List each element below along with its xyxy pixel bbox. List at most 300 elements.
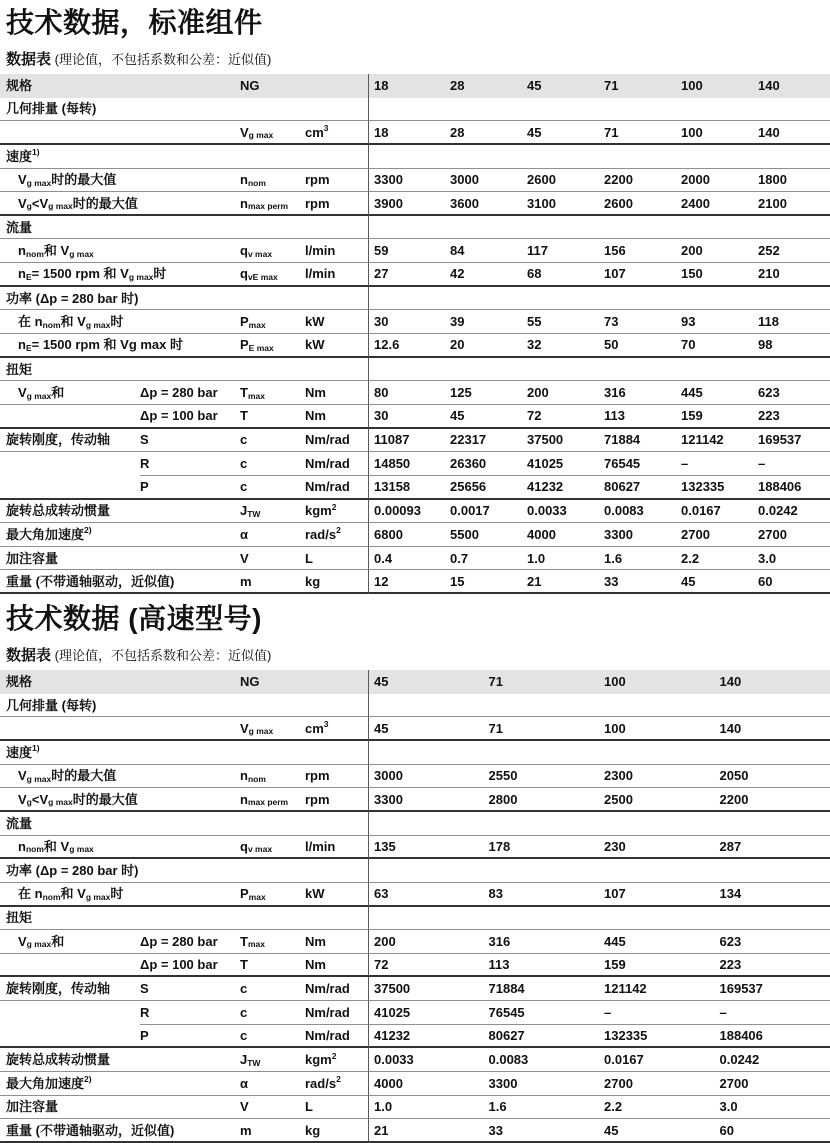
row-symbol: c (240, 429, 305, 453)
row-sublabel (140, 717, 240, 741)
row-label: V $_g$ <V $_{g max}$ 时的最大值 (0, 788, 140, 812)
value-cell: 42 (445, 263, 522, 287)
value-cell (599, 358, 676, 382)
row-symbol: c (240, 1025, 305, 1049)
row-unit: Nm (305, 405, 368, 429)
spec-header: 规格 (6, 78, 33, 94)
row-unit (305, 358, 368, 382)
value-cell: 223 (715, 954, 830, 978)
row-sublabel (140, 121, 240, 145)
row-sublabel (140, 547, 240, 571)
table-row (0, 523, 830, 547)
tech-data-table-high-speed (0, 670, 830, 1143)
value-cell (599, 98, 676, 122)
value-cell: 70 (676, 334, 753, 358)
value-cell (599, 145, 676, 169)
size-header: 45 (527, 78, 542, 94)
value-cell: 12.6 (368, 334, 445, 358)
row-label: 重量 (不带通轴驱动，近似值) (0, 570, 140, 594)
row-label: n $_E$ = 1500 rpm 和 V $_{g max}$ 时 (0, 263, 140, 287)
value-cell: 2600 (599, 192, 676, 216)
value-cell: 15 (445, 570, 522, 594)
value-cell (676, 216, 753, 240)
table-header-row (0, 74, 830, 98)
row-label: 扭矩 (0, 907, 140, 931)
row-sublabel (140, 1096, 240, 1120)
table-row (0, 954, 830, 978)
table-row (0, 765, 830, 789)
row-label: V $_{g max}$ 和 (0, 930, 140, 954)
row-symbol (240, 145, 305, 169)
value-cell: 287 (715, 836, 830, 860)
row-unit (305, 812, 368, 836)
value-cell: 1.6 (599, 547, 676, 571)
row-symbol: q $_{v max}$ (240, 239, 305, 263)
value-cell: 12 (368, 570, 445, 594)
row-unit (305, 216, 368, 240)
table-row (0, 1001, 830, 1025)
row-unit: l/min (305, 263, 368, 287)
table-row (0, 1072, 830, 1096)
value-cell: 3900 (368, 192, 445, 216)
value-cell (368, 812, 484, 836)
value-cell: 2700 (599, 1072, 715, 1096)
table-row (0, 547, 830, 571)
value-cell: 252 (753, 239, 830, 263)
value-cell: 21 (522, 570, 599, 594)
spacer-cell (305, 670, 368, 694)
row-sublabel (140, 500, 240, 524)
row-sublabel: P (140, 476, 240, 500)
row-unit: kg (305, 1119, 368, 1143)
row-label: V $_g$ <V $_{g max}$ 时的最大值 (0, 192, 140, 216)
row-symbol (240, 358, 305, 382)
value-cell: 30 (368, 405, 445, 429)
value-cell: 140 (753, 121, 830, 145)
row-label: 流量 (0, 812, 140, 836)
row-label: 旋转刚度，传动轴 (0, 429, 140, 453)
value-cell: – (715, 1001, 830, 1025)
value-cell: 27 (368, 263, 445, 287)
table-row (0, 1025, 830, 1049)
row-unit: cm $^3$ (305, 121, 368, 145)
value-cell: 0.0033 (368, 1048, 484, 1072)
value-cell: 2700 (676, 523, 753, 547)
tech-data-table-standard (0, 74, 830, 594)
spacer-cell (140, 74, 240, 98)
value-cell: 2550 (484, 765, 600, 789)
value-cell: 73 (599, 310, 676, 334)
row-unit: kg (305, 570, 368, 594)
value-cell: 0.0083 (484, 1048, 600, 1072)
row-sublabel: S (140, 429, 240, 453)
value-cell: 135 (368, 836, 484, 860)
table-row (0, 452, 830, 476)
value-cell: 156 (599, 239, 676, 263)
table-row (0, 859, 830, 883)
value-cell (368, 145, 445, 169)
row-symbol: V $_{g max}$ (240, 717, 305, 741)
table-row (0, 169, 830, 193)
row-unit: kW (305, 883, 368, 907)
value-cell: 134 (715, 883, 830, 907)
value-cell: 100 (599, 717, 715, 741)
table-row (0, 98, 830, 122)
row-unit (305, 287, 368, 311)
value-cell: 200 (368, 930, 484, 954)
row-sublabel (140, 239, 240, 263)
value-cell: 2.2 (676, 547, 753, 571)
row-label (0, 476, 140, 500)
row-sublabel (140, 145, 240, 169)
value-cell: 2200 (715, 788, 830, 812)
row-symbol: q $_{v max}$ (240, 836, 305, 860)
value-cell: 169537 (753, 429, 830, 453)
value-cell (445, 216, 522, 240)
value-cell (368, 741, 484, 765)
table-row (0, 836, 830, 860)
row-label: 在 n $_{nom}$ 和 V $_{g max}$ 时 (0, 883, 140, 907)
value-cell: 84 (445, 239, 522, 263)
row-unit (305, 859, 368, 883)
row-symbol: n $_{nom}$ (240, 765, 305, 789)
row-unit: rad/s $^2$ (305, 523, 368, 547)
value-cell: 1800 (753, 169, 830, 193)
row-symbol: c (240, 452, 305, 476)
value-cell (522, 358, 599, 382)
row-label: 旋转总成转动惯量 (0, 1048, 140, 1072)
value-cell (368, 216, 445, 240)
value-cell: 3.0 (715, 1096, 830, 1120)
table-row (0, 717, 830, 741)
row-label: V $_{g max}$ 时的最大值 (0, 169, 140, 193)
row-label: n $_{nom}$ 和 V $_{g max}$ (0, 836, 140, 860)
spec-header: 规格 (6, 674, 33, 690)
row-symbol (240, 741, 305, 765)
value-cell: 113 (484, 954, 600, 978)
value-cell (753, 145, 830, 169)
row-label: 功率 (Δp = 280 bar 时) (0, 859, 140, 883)
row-sublabel (140, 192, 240, 216)
table-row (0, 1096, 830, 1120)
row-unit (305, 741, 368, 765)
table-row (0, 216, 830, 240)
row-sublabel (140, 287, 240, 311)
row-symbol: c (240, 476, 305, 500)
value-cell (368, 694, 484, 718)
row-unit (305, 907, 368, 931)
row-sublabel (140, 216, 240, 240)
value-cell: 445 (676, 381, 753, 405)
row-unit: kW (305, 310, 368, 334)
row-label: 最大角加速度 $^{2)}$ (0, 1072, 140, 1096)
table-row (0, 405, 830, 429)
value-cell: 0.00093 (368, 500, 445, 524)
value-cell: 60 (753, 570, 830, 594)
table-row (0, 907, 830, 931)
row-unit: Nm (305, 381, 368, 405)
value-cell: – (676, 452, 753, 476)
size-header: 28 (450, 78, 465, 94)
value-cell: 223 (753, 405, 830, 429)
value-cell: 13158 (368, 476, 445, 500)
value-cell: 121142 (599, 977, 715, 1001)
row-unit: L (305, 547, 368, 571)
value-cell (445, 145, 522, 169)
row-unit: l/min (305, 239, 368, 263)
value-cell: 445 (599, 930, 715, 954)
row-label: 扭矩 (0, 358, 140, 382)
value-cell: 1.0 (368, 1096, 484, 1120)
row-unit: Nm/rad (305, 1001, 368, 1025)
table-row (0, 788, 830, 812)
row-unit: Nm (305, 930, 368, 954)
value-cell: 71884 (484, 977, 600, 1001)
value-cell: 45 (599, 1119, 715, 1143)
value-cell: 76545 (599, 452, 676, 476)
value-cell: 178 (484, 836, 600, 860)
value-cell: 45 (445, 405, 522, 429)
value-cell: 150 (676, 263, 753, 287)
row-unit: rpm (305, 765, 368, 789)
row-sublabel: Δp = 280 bar (140, 930, 240, 954)
row-label (0, 405, 140, 429)
value-cell: 68 (522, 263, 599, 287)
value-cell: 28 (445, 121, 522, 145)
value-cell (368, 98, 445, 122)
value-cell: 71 (599, 121, 676, 145)
value-cell: 63 (368, 883, 484, 907)
row-sublabel: P (140, 1025, 240, 1049)
row-sublabel: Δp = 100 bar (140, 405, 240, 429)
spacer-cell (305, 74, 368, 98)
row-symbol (240, 907, 305, 931)
value-cell: 3000 (368, 765, 484, 789)
row-sublabel (140, 98, 240, 122)
size-header: 71 (604, 78, 619, 94)
row-label: n $_{nom}$ 和 V $_{g max}$ (0, 239, 140, 263)
value-cell: 2400 (676, 192, 753, 216)
value-cell: 6800 (368, 523, 445, 547)
row-label (0, 1001, 140, 1025)
value-cell: 4000 (368, 1072, 484, 1096)
value-cell: 200 (522, 381, 599, 405)
value-cell: 33 (484, 1119, 600, 1143)
table-row (0, 883, 830, 907)
table-row (0, 694, 830, 718)
value-cell: 210 (753, 263, 830, 287)
row-sublabel (140, 1119, 240, 1143)
value-cell (522, 98, 599, 122)
value-cell: 41025 (368, 1001, 484, 1025)
row-label: 旋转总成转动惯量 (0, 500, 140, 524)
value-cell: 0.0167 (599, 1048, 715, 1072)
row-symbol: m (240, 570, 305, 594)
value-cell: 2100 (753, 192, 830, 216)
value-cell (484, 741, 600, 765)
row-unit: Nm (305, 954, 368, 978)
row-sublabel (140, 907, 240, 931)
value-cell (715, 694, 830, 718)
row-sublabel (140, 883, 240, 907)
table-row (0, 145, 830, 169)
value-cell: 71884 (599, 429, 676, 453)
row-label: 加注容量 (0, 547, 140, 571)
value-cell: 100 (676, 121, 753, 145)
row-label: 加注容量 (0, 1096, 140, 1120)
value-cell: 2200 (599, 169, 676, 193)
row-unit: l/min (305, 836, 368, 860)
value-cell: 80 (368, 381, 445, 405)
row-unit: cm $^3$ (305, 717, 368, 741)
row-sublabel (140, 741, 240, 765)
value-cell: 22317 (445, 429, 522, 453)
value-cell: 18 (368, 121, 445, 145)
value-cell (599, 694, 715, 718)
value-cell: 72 (368, 954, 484, 978)
value-cell: 25656 (445, 476, 522, 500)
row-symbol (240, 859, 305, 883)
row-unit: rpm (305, 788, 368, 812)
value-cell (445, 98, 522, 122)
ng-header: NG (240, 674, 260, 690)
page-title-high-speed: 技术数据 (高速型号) (6, 603, 262, 635)
value-cell: – (599, 1001, 715, 1025)
datasheet-note-standard (6, 52, 830, 68)
row-label: 流量 (0, 216, 140, 240)
value-cell (445, 358, 522, 382)
size-header: 100 (604, 674, 626, 690)
row-symbol: P $_{E max}$ (240, 334, 305, 358)
row-symbol: P $_{max}$ (240, 883, 305, 907)
value-cell: 117 (522, 239, 599, 263)
row-label: n $_E$ = 1500 rpm 和 Vg max 时 (0, 334, 140, 358)
note-text: (理论值，不包括系数和公差：近似值) (51, 52, 272, 67)
table-row (0, 358, 830, 382)
value-cell (522, 216, 599, 240)
row-symbol: T (240, 405, 305, 429)
value-cell: 3300 (368, 788, 484, 812)
table-row (0, 930, 830, 954)
row-sublabel (140, 334, 240, 358)
value-cell (753, 358, 830, 382)
row-sublabel: R (140, 452, 240, 476)
value-cell: 1.0 (522, 547, 599, 571)
value-cell: 3300 (484, 1072, 600, 1096)
value-cell (522, 145, 599, 169)
page-title-standard: 技术数据，标准组件 (6, 7, 263, 38)
value-cell: 71 (484, 717, 600, 741)
value-cell (368, 287, 445, 311)
row-symbol: n $_{nom}$ (240, 169, 305, 193)
row-symbol: n $_{max perm}$ (240, 192, 305, 216)
row-symbol: V (240, 1096, 305, 1120)
row-label: 功率 (Δp = 280 bar 时) (0, 287, 140, 311)
table-row (0, 977, 830, 1001)
row-symbol: c (240, 1001, 305, 1025)
row-label (0, 1025, 140, 1049)
row-label (0, 717, 140, 741)
value-cell: 3000 (445, 169, 522, 193)
value-cell: 14850 (368, 452, 445, 476)
value-cell (522, 287, 599, 311)
value-cell (676, 145, 753, 169)
row-unit: Nm/rad (305, 977, 368, 1001)
value-cell: 169537 (715, 977, 830, 1001)
value-cell: 140 (715, 717, 830, 741)
value-cell: 316 (599, 381, 676, 405)
value-cell: 159 (599, 954, 715, 978)
value-cell (715, 812, 830, 836)
datasheet-note-high-speed (6, 648, 830, 664)
value-cell: 2500 (599, 788, 715, 812)
row-symbol: J $_{TW}$ (240, 1048, 305, 1072)
size-header: 71 (488, 674, 503, 690)
row-label: 几何排量 (每转) (0, 694, 140, 718)
value-cell: 0.0167 (676, 500, 753, 524)
value-cell: 41232 (368, 1025, 484, 1049)
row-label: 最大角加速度 $^{2)}$ (0, 523, 140, 547)
table-row (0, 429, 830, 453)
value-cell: 159 (676, 405, 753, 429)
value-cell: 107 (599, 263, 676, 287)
value-cell: 4000 (522, 523, 599, 547)
row-unit: kgm $^2$ (305, 500, 368, 524)
row-sublabel (140, 1048, 240, 1072)
value-cell: 11087 (368, 429, 445, 453)
value-cell: 623 (753, 381, 830, 405)
row-sublabel (140, 788, 240, 812)
value-cell: 60 (715, 1119, 830, 1143)
row-symbol: T $_{max}$ (240, 381, 305, 405)
value-cell: 0.0033 (522, 500, 599, 524)
row-symbol (240, 694, 305, 718)
value-cell (599, 741, 715, 765)
row-label (0, 121, 140, 145)
value-cell (484, 694, 600, 718)
row-symbol (240, 98, 305, 122)
note-label: 数据表 (6, 51, 52, 68)
row-label: V $_{g max}$ 和 (0, 381, 140, 405)
row-unit: kgm $^2$ (305, 1048, 368, 1072)
value-cell: 20 (445, 334, 522, 358)
row-sublabel: R (140, 1001, 240, 1025)
row-symbol: α (240, 523, 305, 547)
row-label: 几何排量 (每转) (0, 98, 140, 122)
value-cell: 200 (676, 239, 753, 263)
value-cell: 132335 (676, 476, 753, 500)
row-label: 速度 $^{1)}$ (0, 741, 140, 765)
value-cell: 188406 (715, 1025, 830, 1049)
value-cell (484, 812, 600, 836)
row-sublabel (140, 169, 240, 193)
value-cell: 30 (368, 310, 445, 334)
value-cell: 41025 (522, 452, 599, 476)
row-symbol: T (240, 954, 305, 978)
table-row (0, 121, 830, 145)
value-cell: 39 (445, 310, 522, 334)
value-cell: 0.0242 (715, 1048, 830, 1072)
value-cell: 93 (676, 310, 753, 334)
value-cell: 0.7 (445, 547, 522, 571)
value-cell: 80627 (599, 476, 676, 500)
note-text: (理论值，不包括系数和公差：近似值) (51, 648, 272, 664)
row-unit: Nm/rad (305, 1025, 368, 1049)
value-cell: 2000 (676, 169, 753, 193)
row-unit (305, 694, 368, 718)
value-cell: 26360 (445, 452, 522, 476)
row-sublabel (140, 836, 240, 860)
